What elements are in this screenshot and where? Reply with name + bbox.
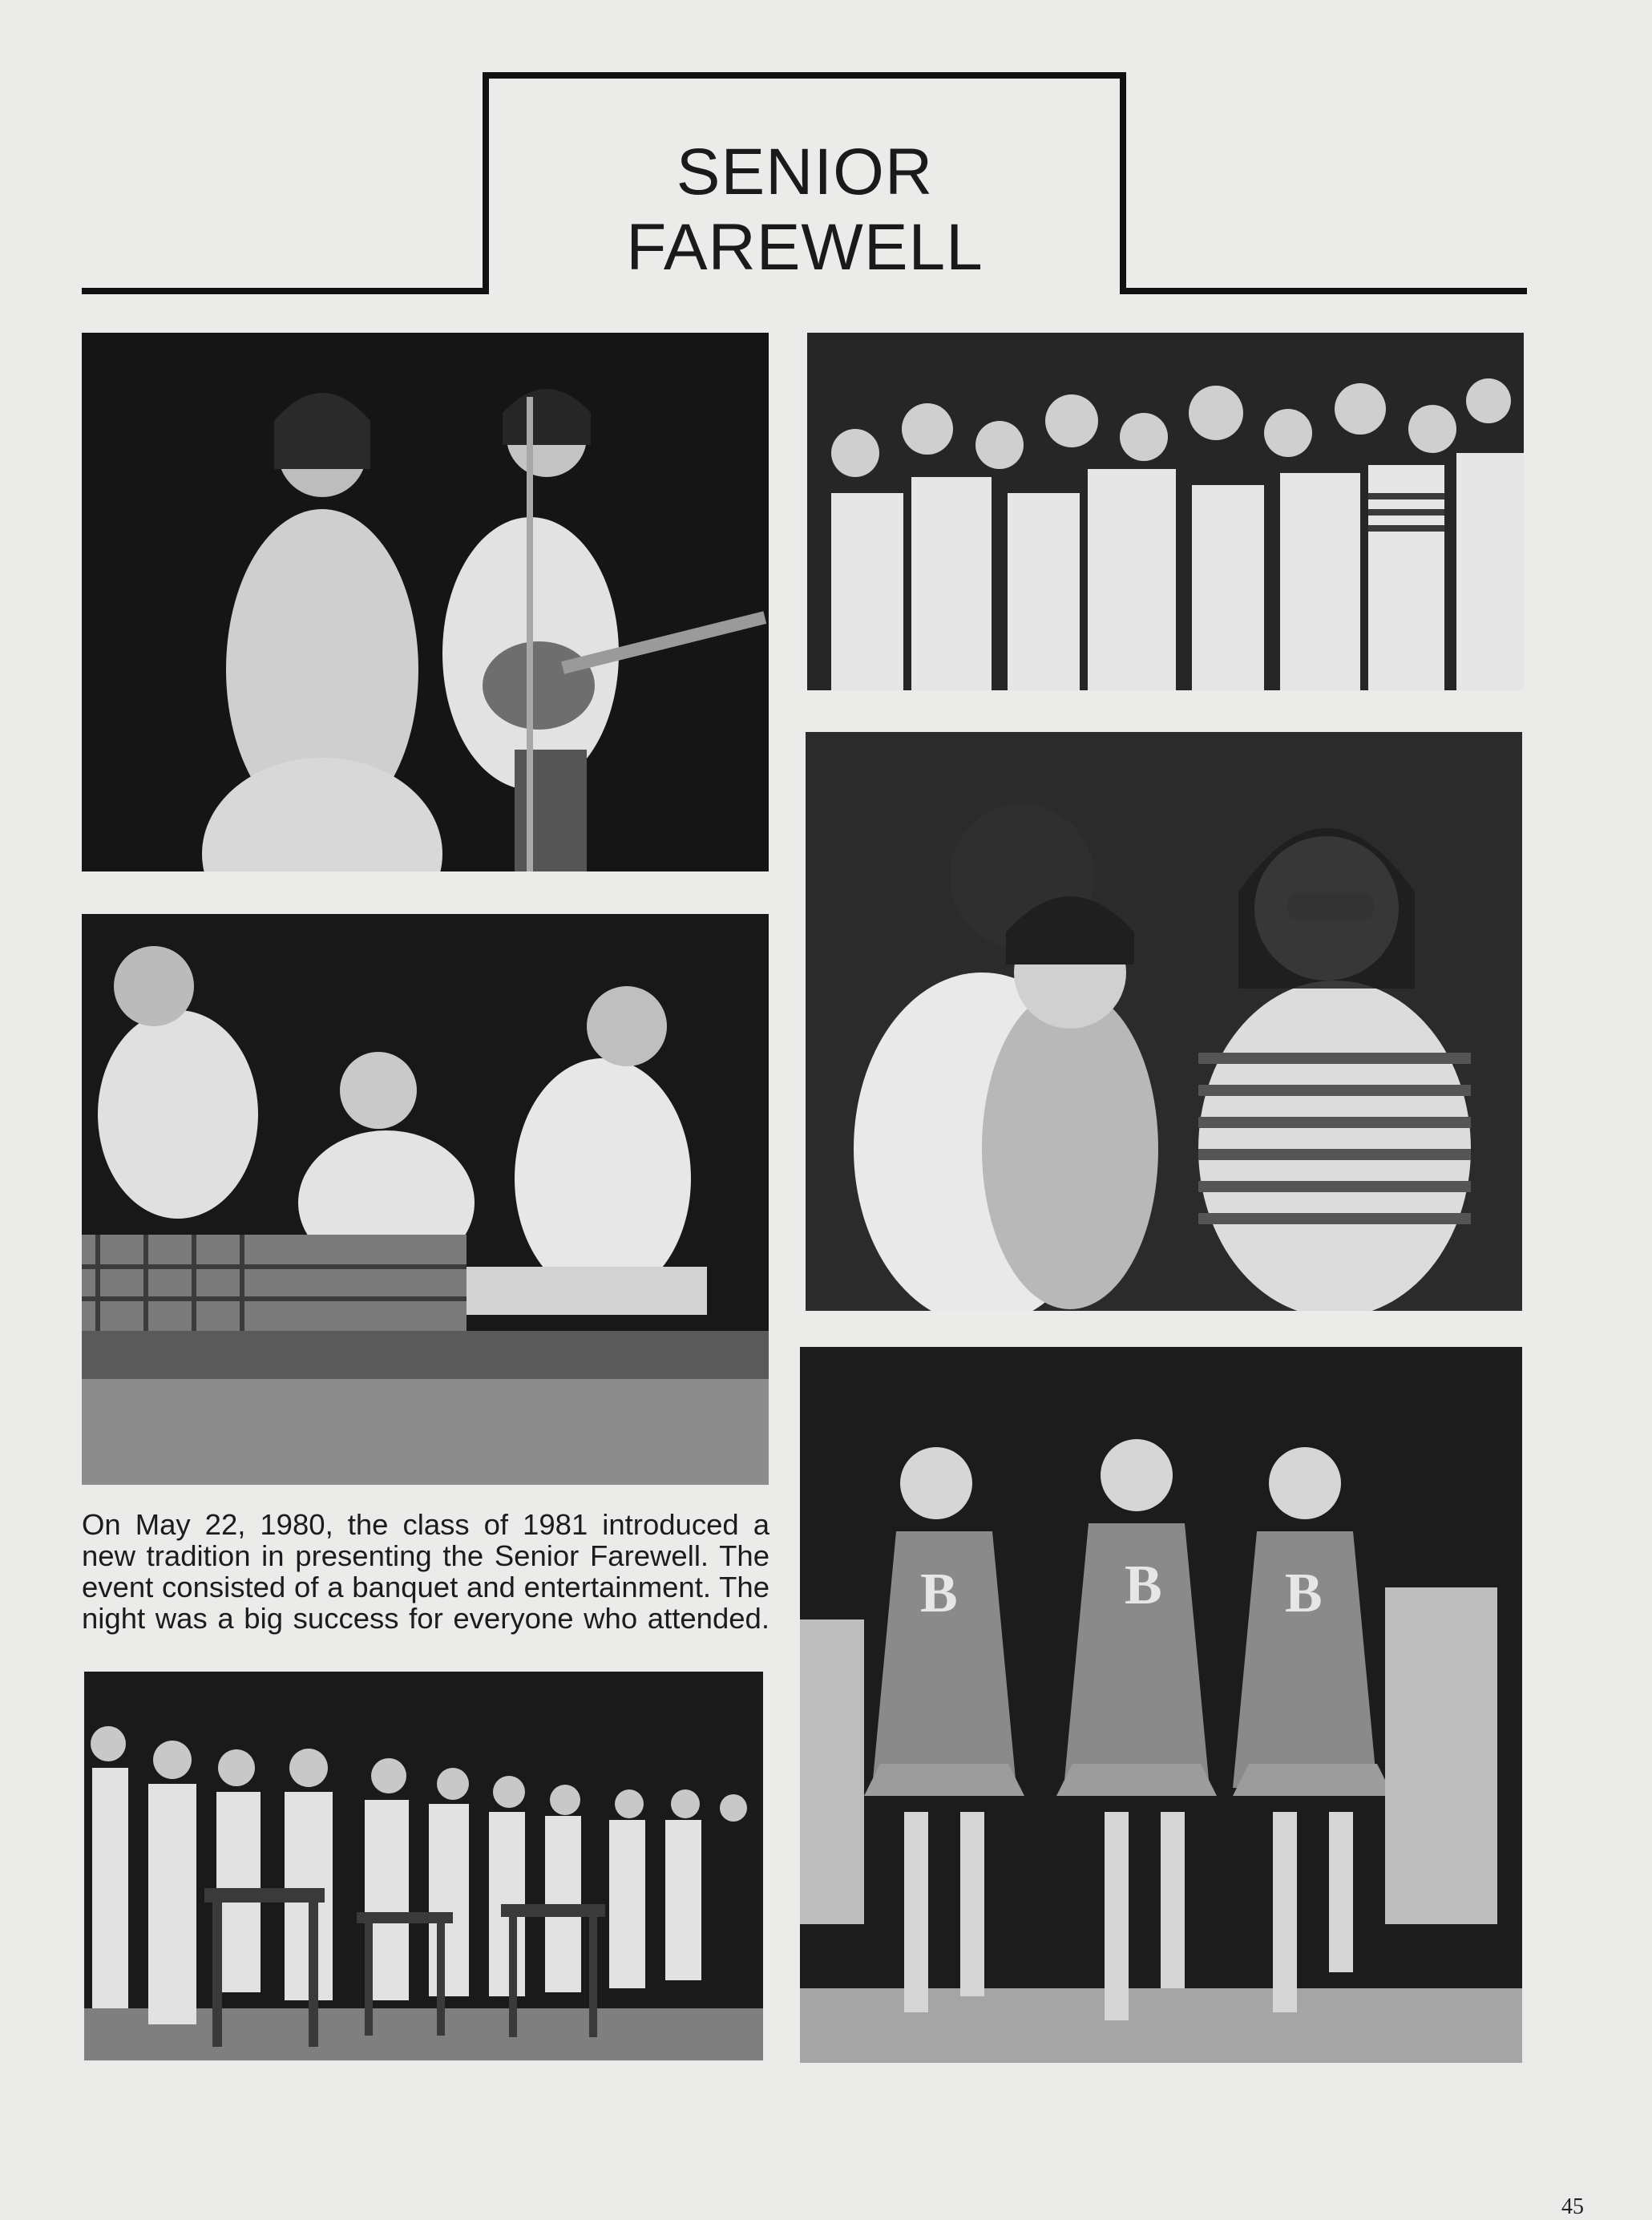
page-number: 45 bbox=[1561, 2194, 1584, 2219]
photo-seated-performers bbox=[82, 914, 769, 1485]
photo-dancing-friends-art bbox=[806, 732, 1522, 1311]
photo-stage-line bbox=[84, 1672, 763, 2060]
cheer-letter-b-1: B bbox=[920, 1563, 958, 1624]
photo-cheerleader-performers bbox=[800, 1347, 1522, 2063]
header-frame-right-post bbox=[1120, 72, 1126, 294]
page-title bbox=[489, 135, 1121, 285]
photo-audience-clapping-art bbox=[807, 333, 1524, 690]
header-frame-left-base bbox=[82, 288, 489, 294]
photo-dancing-friends bbox=[806, 732, 1522, 1311]
page-title-line-2: FAREWELL bbox=[626, 211, 984, 284]
photo-cheerleader-performers-art bbox=[800, 1347, 1522, 2063]
photo-audience-clapping bbox=[807, 333, 1524, 690]
article-caption: On May 22, 1980, the class of 1981 introduced a new tradition in presenting the Senior Farewell. The event consisted of a banquet and entertainment. The night was a big success for everyone who attended. bbox=[82, 1508, 769, 1635]
header-frame-left-post bbox=[483, 72, 489, 294]
cheer-letter-b-2: B bbox=[1125, 1555, 1162, 1616]
page-title-line-1: SENIOR bbox=[676, 135, 934, 208]
photo-seated-performers-art bbox=[82, 914, 769, 1485]
photo-singers-guitar bbox=[82, 333, 769, 871]
header-frame-top bbox=[483, 72, 1126, 79]
header-frame-right-base bbox=[1120, 288, 1527, 294]
photo-singers-guitar-art bbox=[82, 333, 769, 871]
photo-stage-line-art bbox=[84, 1672, 763, 2060]
cheer-letter-b-3: B bbox=[1285, 1563, 1323, 1624]
